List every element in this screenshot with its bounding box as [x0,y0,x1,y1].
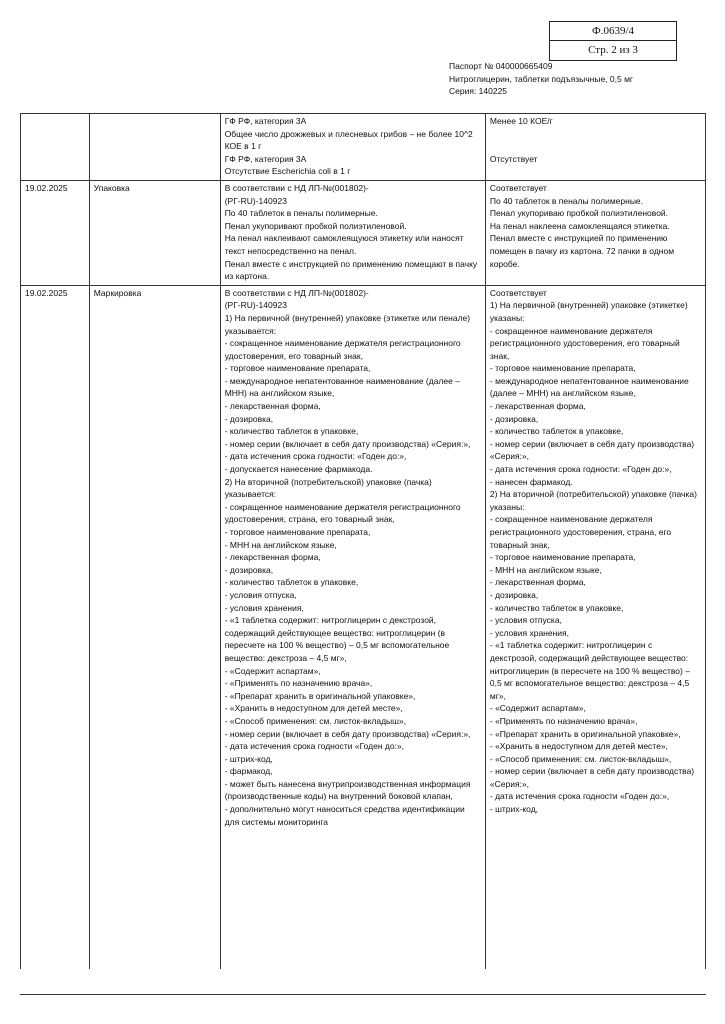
result-cell: Соответствует По 40 таблеток в пеналы полимерные. Пенал укупориваю пробкой полиэтиленовой. На пенал наклеена самоклеящаяся этикетка. Пенал вместе с инструкцией по применению помещен в пачку из картона. 72 пачки в одном коробе. [485,180,705,285]
parameter-cell: Маркировка [89,285,220,969]
result-cell: Менее 10 КОЕ/г Отсутствует [485,114,705,181]
form-code: Ф.0639/4 [550,22,676,41]
table-bottom-border [20,994,706,995]
table-row [21,285,706,969]
table-row [21,114,706,181]
parameter-cell [89,114,220,181]
requirement-cell: В соответствии с НД ЛП-№(001802)- (РГ-RU)-140923 По 40 таблеток в пеналы полимерные. Пенал укупоривают пробкой полиэтиленовой. На пенал наклеивают самоклеящуюся этикетку или наносят текст непосредственно на пенал. Пенал вместе с инструкцией по применению помещают в пачку из картона. [220,180,485,285]
form-stamp [549,21,677,61]
date-cell: 19.02.2025 [21,180,90,285]
date-cell: 19.02.2025 [21,285,90,969]
series-number: Серия: 140225 [449,86,508,96]
table-row [21,180,706,285]
date-cell [21,114,90,181]
result-cell: Соответствует 1) На первичной (внутренней) упаковке (этикетке) указаны: - сокращенное наименование держателя регистрационного удостоверения, его товарный знак, - торговое наименование препарата, - международное непатентованное наименование (далее – МНН) на английском языке, - лекарственная форма, - дозировка, - количество таблеток в упаковке, - номер серии (включает в себя дату производства) «Серия:», - дата истечения срока годности: «Годен до:», - нанесен фармакод. 2) На вторичной (потребительской) упаковке (пачка) указаны: - сокращенное наименование держателя регистрационного удостоверения, страна, его товарный знак, - торговое наименование препарата, - МНН на английском языке, - лекарственная форма, - дозировка, - количество таблеток в упаковке, - условия отпуска, - условия хранения, - «1 таблетка содержит: нитроглицерин с декстрозой, содержащий действующее вещество: нитроглицерин (в пересчете на 100 % вещество) – 0,5 мг вспомогательное вещество: декстроза – 4,5 мг», - «Содержит аспартам», - «Применять по назначению врача», - «Препарат хранить в оригинальной упаковке», - «Хранить в недоступном для детей месте», - «Способ применения: см. листок-вкладыш», - номер серии (включает в себя дату производства) «Серия:», - дата истечения срока годности «Годен до:», - штрих-код, [485,285,705,969]
parameter-cell: Упаковка [89,180,220,285]
quality-control-table [20,113,706,969]
passport-header [449,60,633,98]
page-number: Стр. 2 из 3 [588,44,638,56]
requirement-cell: ГФ РФ, категория 3А Общее число дрожжевых и плесневых грибов – не более 10^2 КОЕ в 1 г ГФ РФ, категория 3А Отсутствие Escherichia coli в 1 г [220,114,485,181]
passport-number: Паспорт № 040000665409 [449,61,553,71]
product-name: Нитроглицерин, таблетки подъязычные, 0,5 мг [449,73,634,84]
requirement-cell: В соответствии с НД ЛП-№(001802)- (РГ-RU)-140923 1) На первичной (внутренней) упаковке (этикетке или пенале) указывается: - сокращенное наименование держателя регистрационного удостоверения, его товарный знак, - торговое наименование препарата, - международное непатентованное наименование (далее – МНН) на английском языке, - лекарственная форма, - дозировка, - количество таблеток в упаковке, - номер серии (включает в себя дату производства) «Серия:», - дата истечения срока годности: «Годен до:», - допускается нанесение фармакода. 2) На вторичной (потребительской) упаковке (пачка) указывается: - сокращенное наименование держателя регистрационного удостоверения, страна, его товарный знак, - торговое наименование препарата, - МНН на английском языке, - лекарственная форма, - дозировка, - количество таблеток в упаковке, - условия отпуска, - условия хранения, - «1 таблетка содержит: нитроглицерин с декстрозой, содержащий действующее вещество: нитроглицерин (в пересчете на 100 % вещество) – 0,5 мг вспомогательное вещество: декстроза – 4,5 мг», - «Содержит аспартам», - «Применять по назначению врача», - «Препарат хранить в оригинальной упаковке», - «Хранить в недоступном для детей месте», - «Способ применения: см. листок-вкладыш», - номер серии (включает в себя дату производства) «Серия:», - дата истечения срока годности «Годен до:», - штрих-код, - фармакод, - может быть нанесена внутрипроизводственная информация (производственные коды) на внутренний боковой клапан, - дополнительно могут наноситься средства идентификации для системы мониторинга [220,285,485,969]
